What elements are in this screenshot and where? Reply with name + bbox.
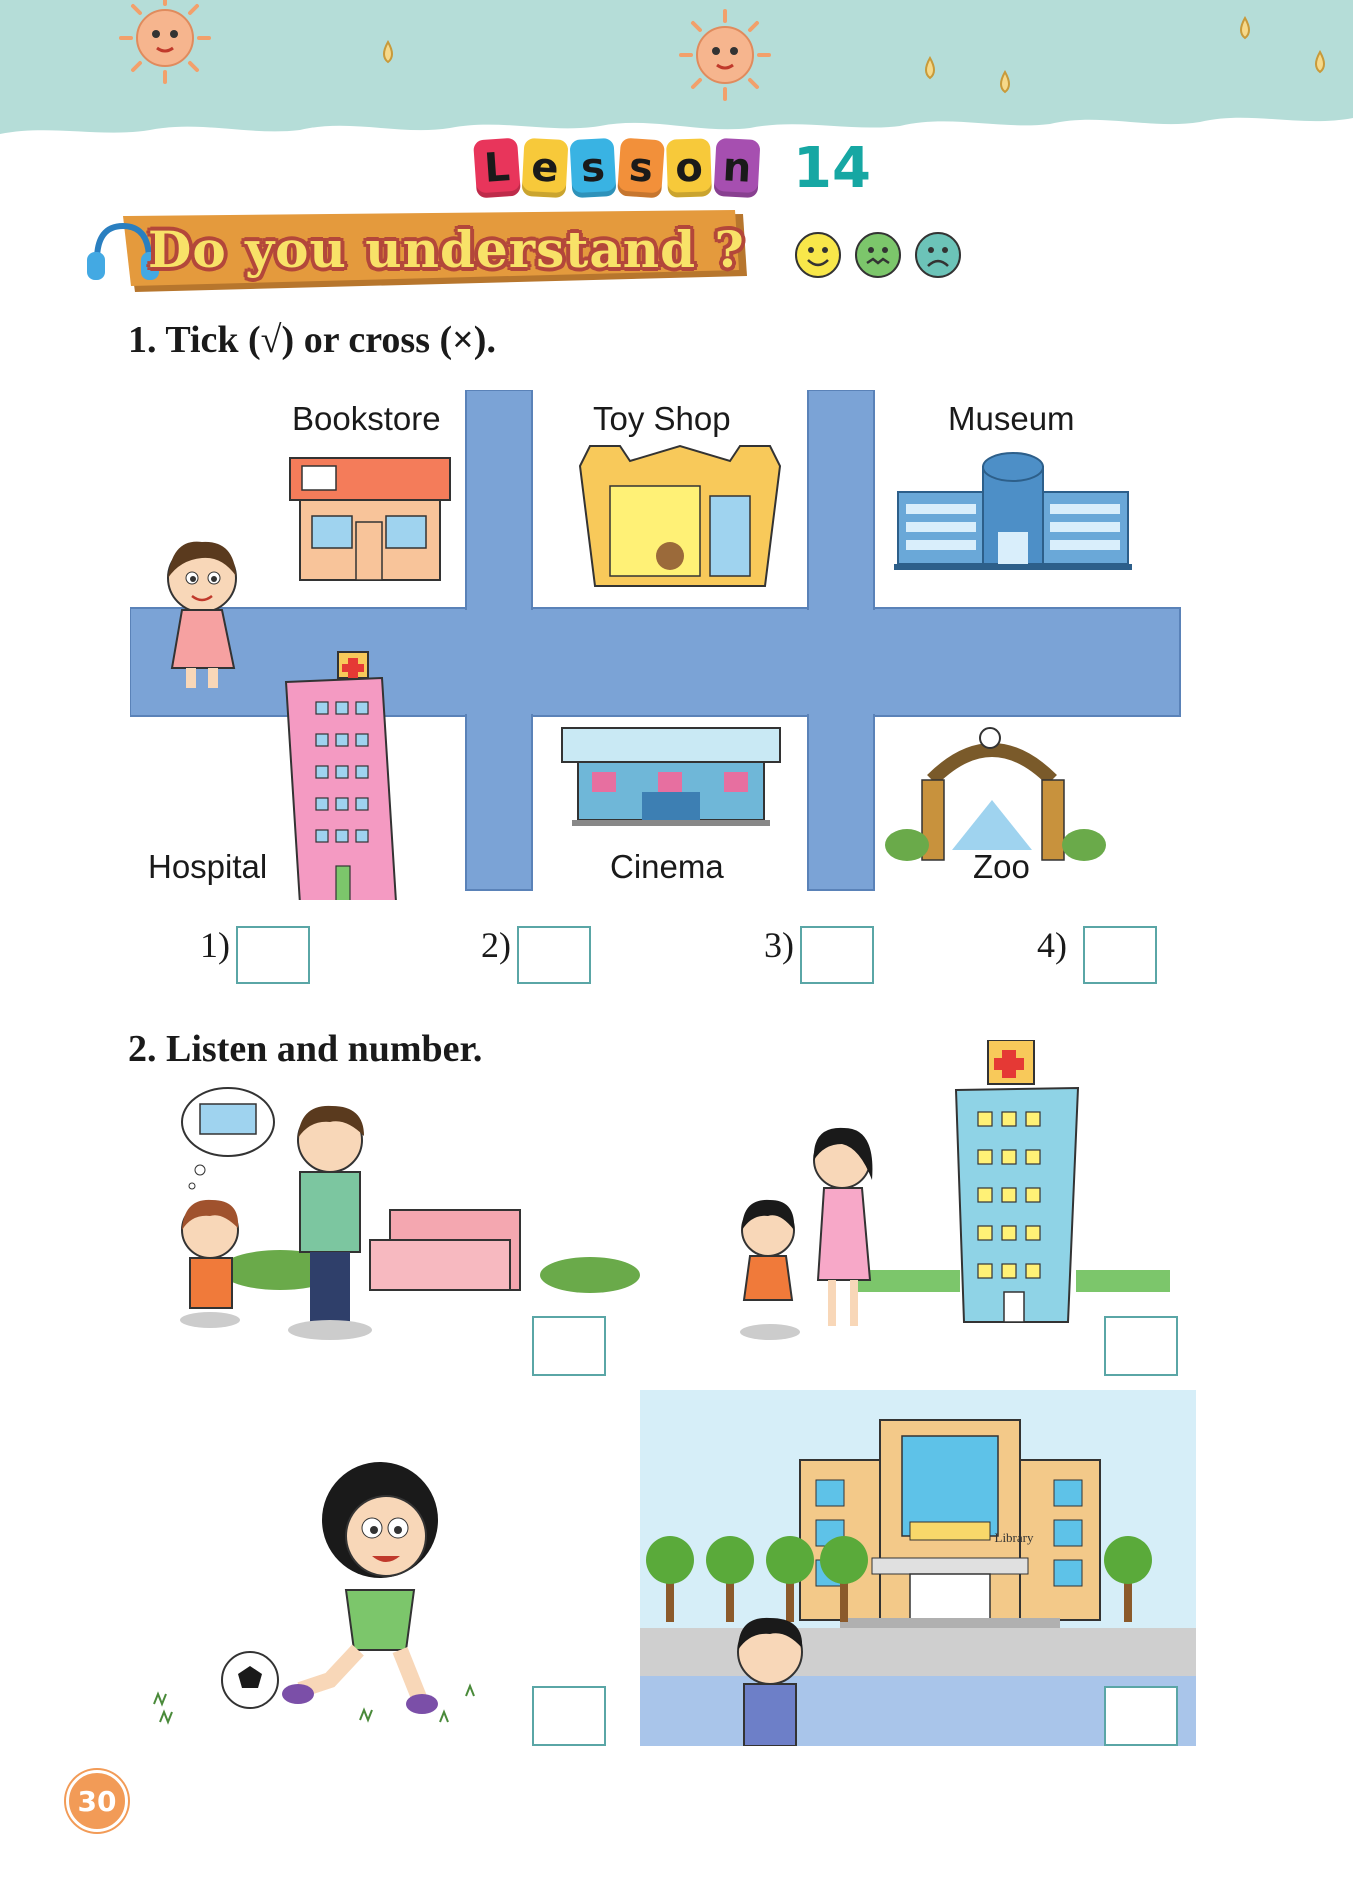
lesson-letter: n [714, 138, 761, 198]
worried-face-icon[interactable] [853, 230, 903, 280]
sad-face-icon[interactable] [913, 230, 963, 280]
bookstore-building [290, 458, 450, 580]
toy-shop-label: Toy Shop [593, 400, 731, 437]
boy-character [282, 1462, 438, 1714]
answer-label-2: 2) [481, 925, 511, 965]
number-box-2[interactable] [1104, 1316, 1178, 1376]
bookstore-label: Bookstore [292, 400, 441, 437]
number-box-3[interactable] [532, 1686, 606, 1746]
lesson-letter: e [522, 138, 569, 198]
street-map [130, 390, 1190, 900]
picture-hospital-visit [720, 1040, 1170, 1350]
girl-character [180, 1200, 240, 1328]
lesson-letter: s [570, 138, 617, 198]
museum-label: Museum [948, 400, 1075, 437]
answer-box-2[interactable] [517, 926, 591, 984]
picture-boy-football [150, 1440, 510, 1730]
football-icon [222, 1652, 278, 1708]
lesson-letter: s [617, 138, 665, 199]
lesson-title [475, 128, 871, 208]
lesson-number: 14 [793, 135, 871, 201]
answer-label-3: 3) [764, 925, 794, 965]
answer-box-1[interactable] [236, 926, 310, 984]
girl-character [740, 1200, 800, 1340]
answer-box-3[interactable] [800, 926, 874, 984]
answer-label-1: 1) [200, 925, 230, 965]
exercise-2-instruction: 2. Listen and number. [128, 1028, 483, 1070]
section-title: Do you understand ? [148, 220, 745, 279]
mother-character [814, 1128, 873, 1326]
happy-face-icon[interactable] [793, 230, 843, 280]
picture-children-bus-stop [160, 1080, 660, 1350]
cinema-label: Cinema [610, 848, 724, 885]
answer-box-4[interactable] [1083, 926, 1157, 984]
hospital-building [286, 652, 396, 900]
answer-label-4: 4) [1037, 925, 1067, 965]
boy-character [288, 1106, 372, 1340]
number-box-1[interactable] [532, 1316, 606, 1376]
zoo-label: Zoo [973, 848, 1030, 885]
museum-building [894, 453, 1132, 570]
toy-shop-building [580, 446, 780, 586]
lesson-letter: L [473, 138, 521, 199]
number-box-4[interactable] [1104, 1686, 1178, 1746]
lesson-letter: o [666, 138, 712, 198]
zoo-gate [885, 728, 1106, 861]
page-number: 30 [66, 1770, 128, 1832]
thought-bubble [182, 1088, 274, 1189]
library-sign: Library [994, 1530, 1034, 1545]
hospital-label: Hospital [148, 848, 268, 885]
exercise-1-instruction: 1. Tick (√) or cross (×). [128, 319, 496, 361]
cinema-building [562, 728, 780, 826]
